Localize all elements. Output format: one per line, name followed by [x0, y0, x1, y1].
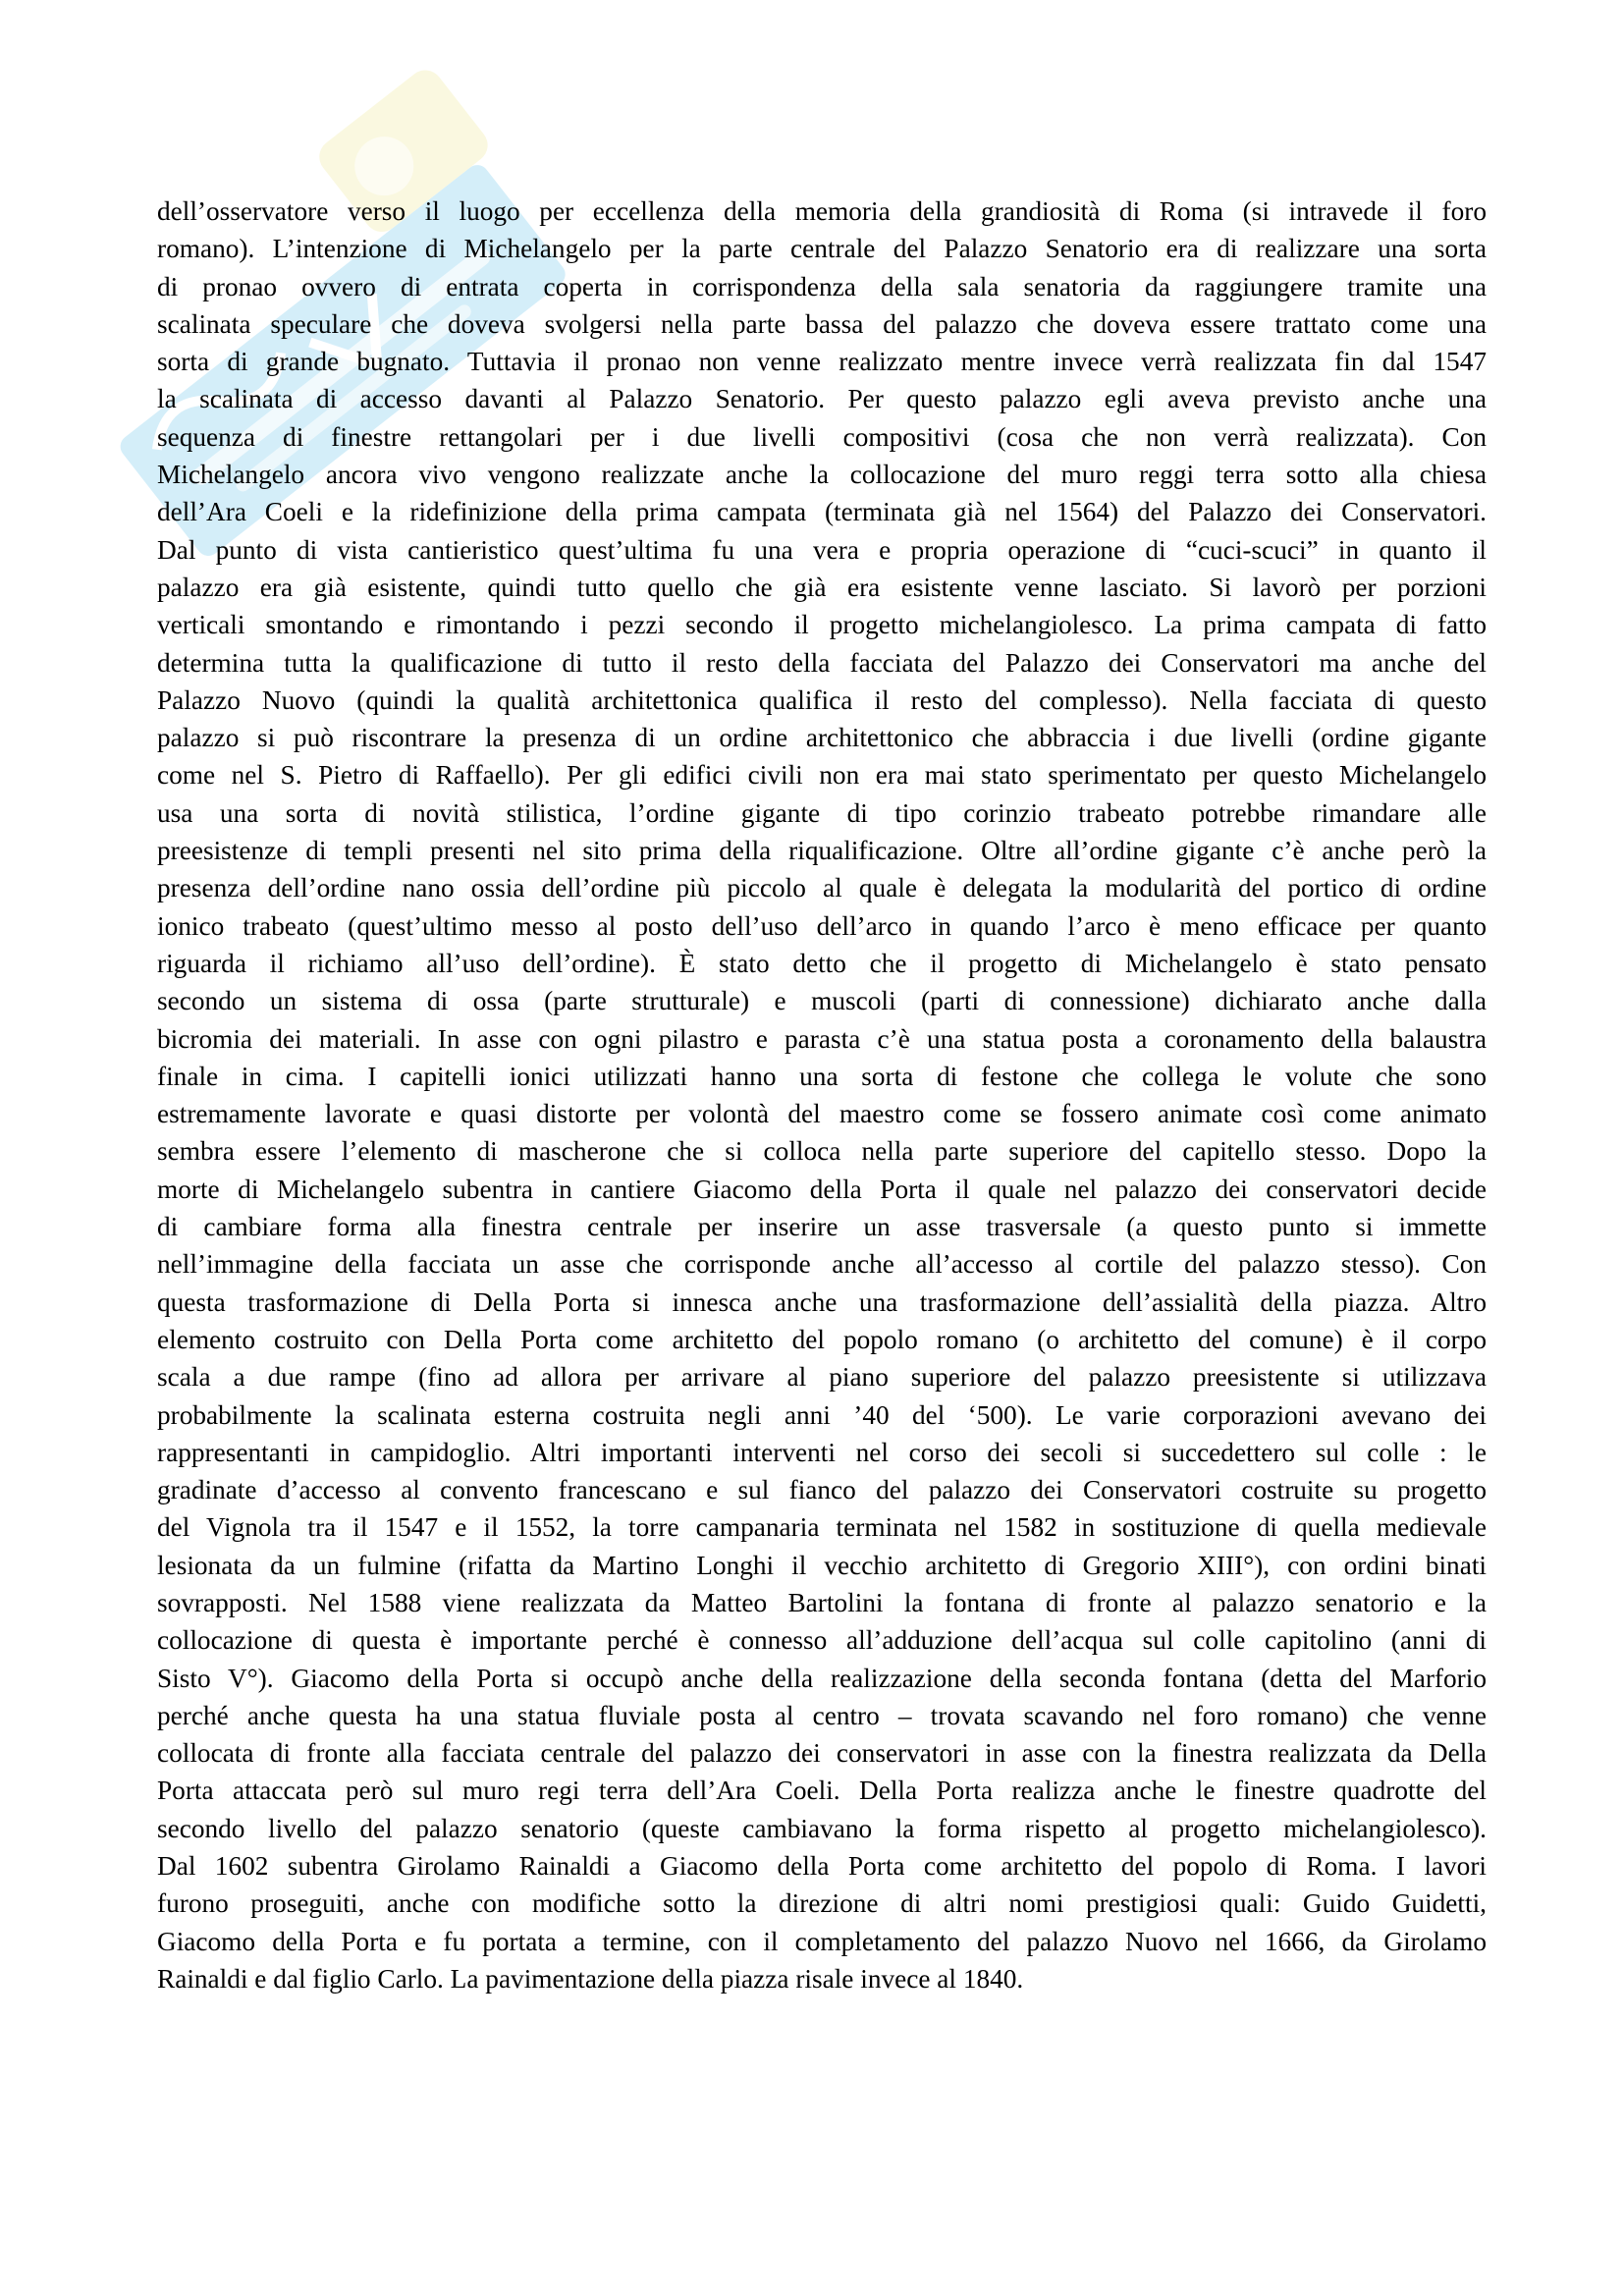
- text-line: presenza dell’ordine nano ossia dell’ordine più piccolo al quale è delegata la modularità del portico di ordine: [157, 873, 1487, 903]
- text-line: di pronao ovvero di entrata coperta in corrispondenza della sala senatoria da raggiungere tramite una: [157, 271, 1487, 301]
- text-line: collocazione di questa è importante perché è connesso all’adduzione dell’acqua sul colle capitolino (anni di: [157, 1625, 1487, 1656]
- text-line: probabilmente la scalinata esterna costruita negli anni ’40 del ‘500). Le varie corporazioni avevano dei: [157, 1399, 1487, 1430]
- text-line: del Vignola tra il 1547 e il 1552, la torre campanaria terminata nel 1582 in sostituzione di quella medievale: [157, 1512, 1487, 1543]
- text-line: di cambiare forma alla finestra centrale per inserire un asse trasversale (a questo punto si immette: [157, 1212, 1487, 1242]
- text-line: nell’immagine della facciata un asse che corrisponde anche all’accesso al cortile del palazzo stesso). Con: [157, 1249, 1487, 1280]
- text-line: preesistenze di templi presenti nel sito prima della riqualificazione. Oltre all’ordine gigante c’è anche però la: [157, 836, 1487, 866]
- text-line: palazzo si può riscontrare la presenza di un ordine architettonico che abbraccia i due livelli (ordine gigante: [157, 723, 1487, 753]
- text-line: Giacomo della Porta e fu portata a termine, con il completamento del palazzo Nuovo nel 1666, da Girolamo: [157, 1926, 1487, 1956]
- text-line: elemento costruito con Della Porta come architetto del popolo romano (o architetto del comune) è il corpo: [157, 1324, 1487, 1354]
- text-line: dell’Ara Coeli e la ridefinizione della prima campata (terminata già nel 1564) del Palazzo dei Conservatori.: [157, 497, 1487, 527]
- text-line: Rainaldi e dal figlio Carlo. La pavimentazione della piazza risale invece al 1840.: [157, 1963, 1024, 1994]
- text-line: secondo livello del palazzo senatorio (queste cambiavano la forma rispetto al progetto michelangiolesco).: [157, 1813, 1487, 1843]
- text-line: gradinate d’accesso al convento francescano e sul fianco del palazzo dei Conservatori costruite su progetto: [157, 1475, 1487, 1505]
- text-line: estremamente lavorate e quasi distorte per volontà del maestro come se fossero animate così come animato: [157, 1099, 1487, 1129]
- text-line: perché anche questa ha una statua fluviale posta al centro – trovata scavando nel foro romano) che venne: [157, 1700, 1487, 1730]
- text-line: la scalinata di accesso davanti al Palazzo Senatorio. Per questo palazzo egli aveva previsto anche una: [157, 384, 1487, 414]
- text-line: Dal punto di vista cantieristico quest’ultima fu una vera e propria operazione di “cuci-scuci” in quanto il: [157, 534, 1487, 565]
- text-line: sequenza di finestre rettangolari per i due livelli compositivi (cosa che non verrà realizzata). Con: [157, 421, 1487, 452]
- text-line: questa trasformazione di Della Porta si innesca anche una trasformazione dell’assialità della piazza. Altro: [157, 1286, 1487, 1317]
- text-line: sovrapposti. Nel 1588 viene realizzata da Matteo Bartolini la fontana di fronte al palazzo senatorio e la: [157, 1587, 1487, 1617]
- text-line: morte di Michelangelo subentra in cantiere Giacomo della Porta il quale nel palazzo dei conservatori decide: [157, 1174, 1487, 1204]
- text-line: secondo un sistema di ossa (parte strutturale) e muscoli (parti di connessione) dichiarato anche dalla: [157, 986, 1487, 1016]
- text-line: determina tutta la qualificazione di tutto il resto della facciata del Palazzo dei Conservatori ma anche del: [157, 647, 1487, 678]
- text-line: Palazzo Nuovo (quindi la qualità architettonica qualifica il resto del complesso). Nella facciata di questo: [157, 684, 1487, 715]
- text-line: lesionata da un fulmine (rifatta da Martino Longhi il vecchio architetto di Gregorio XIII°), con ordini binati: [157, 1550, 1487, 1580]
- text-line: rappresentanti in campidoglio. Altri importanti interventi nel corso dei secoli si succedettero sul colle : le: [157, 1437, 1487, 1467]
- text-line: scalinata speculare che doveva svolgersi nella parte bassa del palazzo che doveva essere trattato come una: [157, 308, 1487, 339]
- text-line: ionico trabeato (quest’ultimo messo al posto dell’uso dell’arco in quando l’arco è meno efficace per quanto: [157, 910, 1487, 941]
- text-line: palazzo era già esistente, quindi tutto quello che già era esistente venne lasciato. Si lavorò per porzioni: [157, 572, 1487, 602]
- text-line: Sisto V°). Giacomo della Porta si occupò anche della realizzazione della seconda fontana (detta del Marforio: [157, 1663, 1487, 1693]
- body-text: [157, 192, 1487, 1997]
- text-line: furono proseguiti, anche con modifiche sotto la direzione di altri nomi prestigiosi quali: Guido Guidetti,: [157, 1888, 1487, 1919]
- text-line: bicromia dei materiali. In asse con ogni pilastro e parasta c’è una statua posta a coronamento della balaustra: [157, 1023, 1487, 1054]
- text-line: sembra essere l’elemento di mascherone che si colloca nella parte superiore del capitello stesso. Dopo la: [157, 1136, 1487, 1167]
- text-line: romano). L’intenzione di Michelangelo per la parte centrale del Palazzo Senatorio era di realizzare una sorta: [157, 234, 1487, 264]
- text-line: sorta di grande bugnato. Tuttavia il pronao non venne realizzato mentre invece verrà realizzata fin dal 1547: [157, 347, 1487, 377]
- text-line: Porta attaccata però sul muro regi terra dell’Ara Coeli. Della Porta realizza anche le finestre quadrotte del: [157, 1776, 1487, 1806]
- text-line: verticali smontando e rimontando i pezzi secondo il progetto michelangiolesco. La prima campata di fatto: [157, 610, 1487, 640]
- text-line: scala a due rampe (fino ad allora per arrivare al piano superiore del palazzo preesistente si utilizzava: [157, 1362, 1487, 1393]
- text-line: Michelangelo ancora vivo vengono realizzate anche la collocazione del muro reggi terra sotto alla chiesa: [157, 460, 1487, 490]
- text-line: Dal 1602 subentra Girolamo Rainaldi a Giacomo della Porta come architetto del popolo di Roma. I lavori: [157, 1851, 1487, 1882]
- text-line: collocata di fronte alla facciata centrale del palazzo dei conservatori in asse con la finestra realizzata da Della: [157, 1738, 1487, 1769]
- text-line: come nel S. Pietro di Raffaello). Per gli edifici civili non era mai stato sperimentato per questo Michelangelo: [157, 760, 1487, 791]
- text-line: riguarda il richiamo all’uso dell’ordine). È stato detto che il progetto di Michelangelo è stato pensato: [157, 948, 1487, 978]
- text-line: finale in cima. I capitelli ionici utilizzati hanno una sorta di festone che collega le volute che sono: [157, 1061, 1487, 1091]
- text-line: usa una sorta di novità stilistica, l’ordine gigante di tipo corinzio trabeato potrebbe rimandare alle: [157, 797, 1487, 828]
- text-line: dell’osservatore verso il luogo per eccellenza della memoria della grandiosità di Roma (si intravede il foro: [157, 196, 1487, 226]
